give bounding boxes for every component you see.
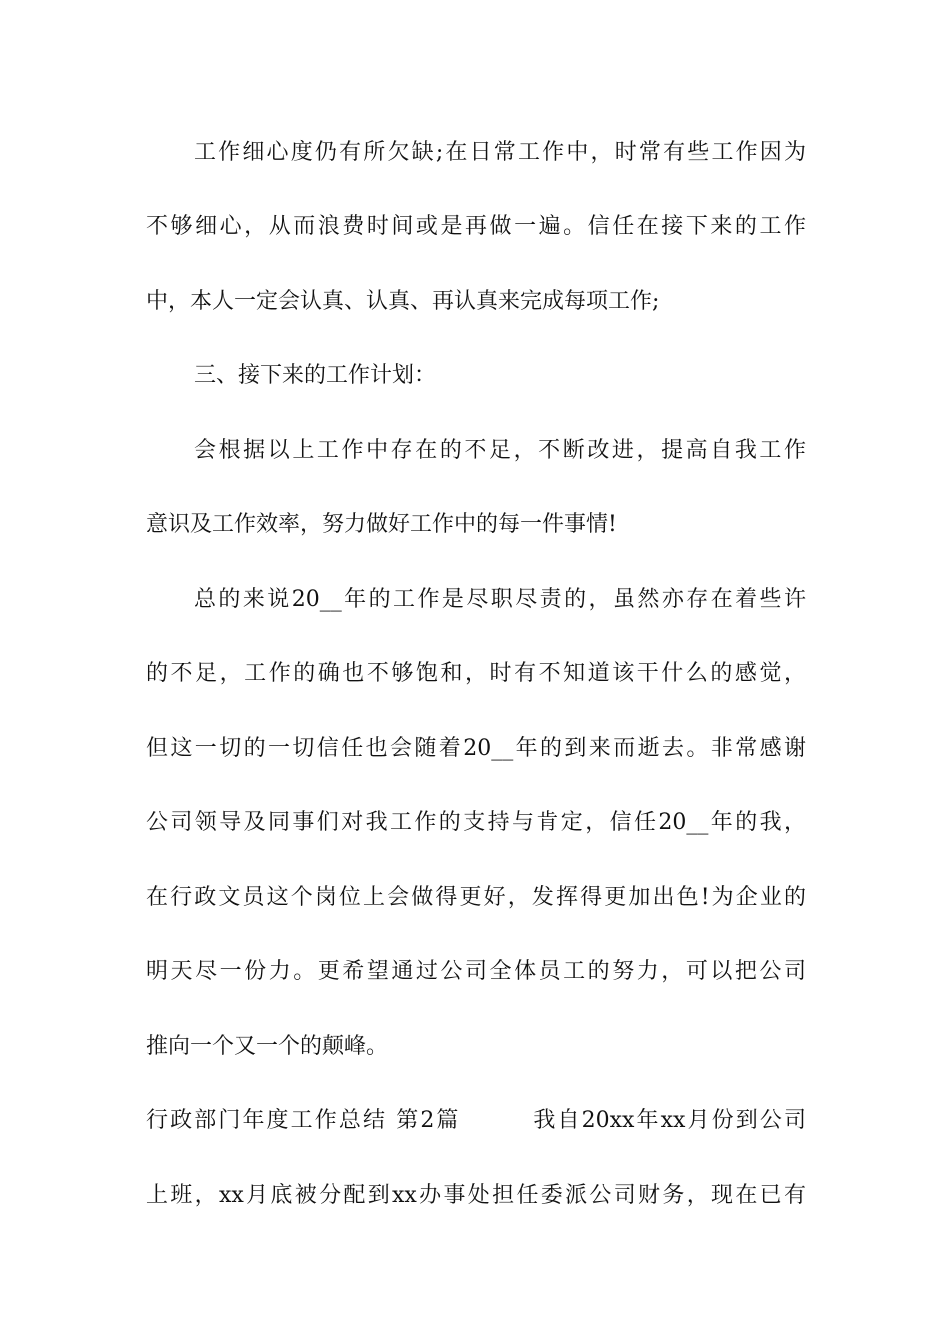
text-line: 意识及工作效率，努力做好工作中的每一件事情!: [146, 512, 617, 537]
text-line: 会根据以上工作中存在的不足，不断改进，提高自我工作: [194, 438, 806, 463]
text-line: 工作细心度仍有所欠缺;在日常工作中，时常有些工作因为: [194, 140, 806, 165]
text-line: 在行政文员这个岗位上会做得更好，发挥得更加出色!为企业的: [146, 885, 806, 910]
text-line: 公司领导及同事们对我工作的支持与肯定，信任20__年的我，: [146, 810, 806, 835]
text-line: 推向一个又一个的颠峰。: [146, 1034, 389, 1059]
text-line: 不够细心，从而浪费时间或是再做一遍。信任在接下来的工作: [146, 214, 806, 239]
text-line: 但这一切的一切信任也会随着20__年的到来而逝去。非常感谢: [146, 736, 806, 761]
section-heading: 三、接下来的工作计划：: [194, 363, 437, 388]
text-line: 明天尽一份力。更希望通过公司全体员工的努力，可以把公司: [146, 959, 806, 984]
text-line: 总的来说20__年的工作是尽职尽责的，虽然亦存在着些许: [194, 587, 806, 612]
text-line: 中，本人一定会认真、认真、再认真来完成每项工作;: [146, 289, 660, 314]
text-line: 上班，xx月底被分配到xx办事处担任委派公司财务，现在已有: [146, 1183, 806, 1208]
text-line: 的不足，工作的确也不够饱和，时有不知道该干什么的感觉，: [146, 661, 806, 686]
article-title-line: 行政部门年度工作总结 第2篇 我自20xx年xx月份到公司: [146, 1108, 806, 1133]
